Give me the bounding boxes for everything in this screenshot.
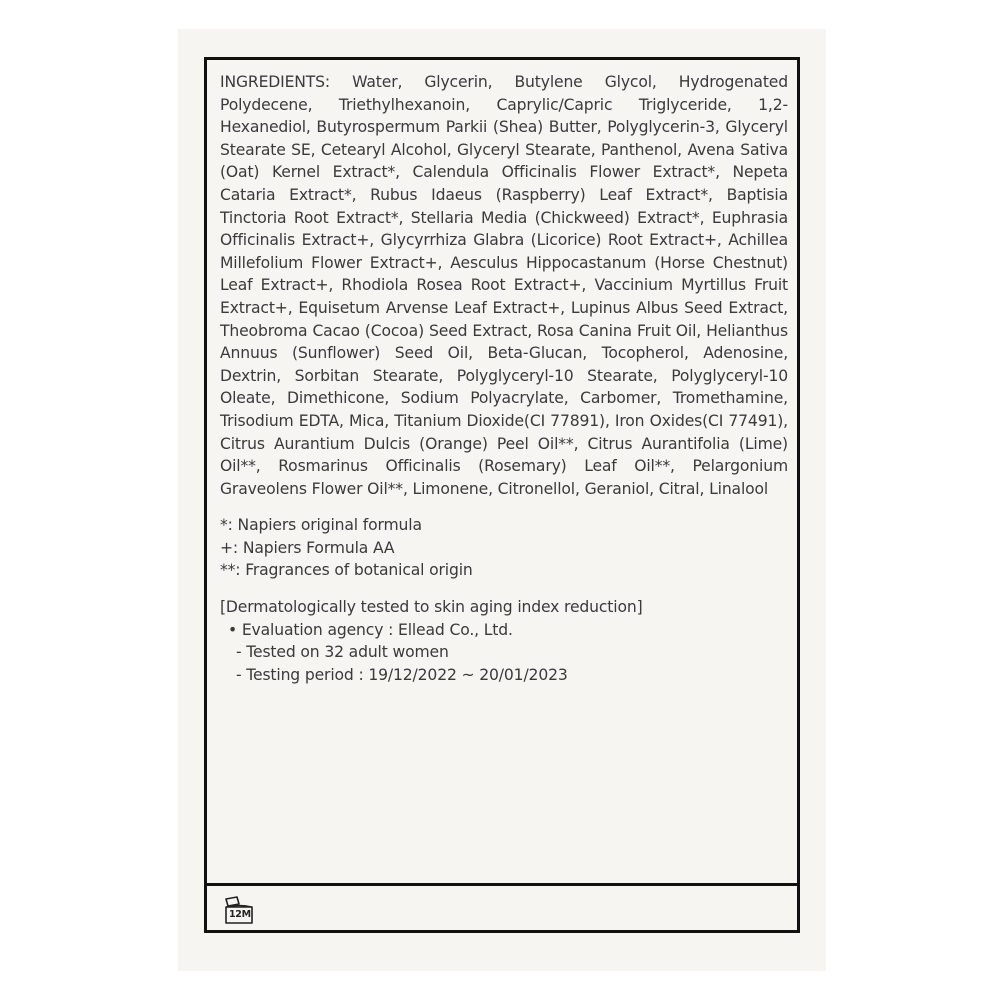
legend-item-formula-aa: +: Napiers Formula AA [220,538,395,557]
test-agency: • Evaluation agency : Ellead Co., Ltd. [228,620,513,639]
test-period: - Testing period : 19/12/2022 ~ 20/01/2023 [236,665,568,684]
divider [207,883,797,886]
legend-item-original-formula: *: Napiers original formula [220,516,422,535]
label-frame [204,57,800,933]
pao-label: 12M [229,909,251,920]
ingredients-list: INGREDIENTS: Water, Glycerin, Butylene Glycol, Hydrogenated Polydecene, Triethylhexanoin, Caprylic/Capric Triglyceride, 1,2-Hexanediol, Butyrospermum Parkii (Shea) Butter, Polyglycerin-3, Glyceryl Stearate SE, Cetearyl Alcohol, Glyceryl Stearate, Panthenol, Avena Sativa (Oat) Kernel Extract*, Calendula Officinalis Flower Extract*, Nepeta Cataria Extract*, Rubus Idaeus (Raspberry) Leaf Extract*, Baptisia Tinctoria Root Extract*, Stellaria Media (Chickweed) Extract*, Euphrasia Officinalis Extract+, Glycyrrhiza Glabra (Licorice) Root Extract+, Achillea Millefolium Flower Extract+, Aesculus Hippocastanum (Horse Chestnut) Leaf Extract+, Rhodiola Rosea Root Extract+, Vaccinium Myrtillus Fruit Extract+, Equisetum Arvense Leaf Extract+, Lupinus Albus Seed Extract, Theobroma Cacao (Cocoa) Seed Extract, Rosa Canina Fruit Oil, Helianthus Annuus (Sunflower) Seed Oil, Beta-Glucan, Tocopherol, Adenosine, Dextrin, Sorbitan Stearate, Polyglyceryl-10 Stearate, Polyglyceryl-10 Oleate, Dimethicone, Sodium Polyacrylate, Carbomer, Tromethamine, Trisodium EDTA, Mica, Titanium Dioxide(CI 77891), Iron Oxides(CI 77491), Citrus Aurantium Dulcis (Orange) Peel Oil**, Citrus Aurantifolia (Lime) Oil**, Rosmarinus Officinalis (Rosemary) Leaf Oil**, Pelargonium Graveolens Flower Oil**, Limonene, Citronellol, Geraniol, Citral, Linalool [220,73,788,498]
test-heading: [Dermatologically tested to skin aging index reduction] [220,598,643,617]
legend [220,514,788,582]
legend-item-fragrances: **: Fragrances of botanical origin [220,561,473,580]
dermatological-test [220,596,788,686]
test-subjects: - Tested on 32 adult women [236,643,449,662]
open-jar-icon [222,896,256,926]
label-content [220,71,788,686]
